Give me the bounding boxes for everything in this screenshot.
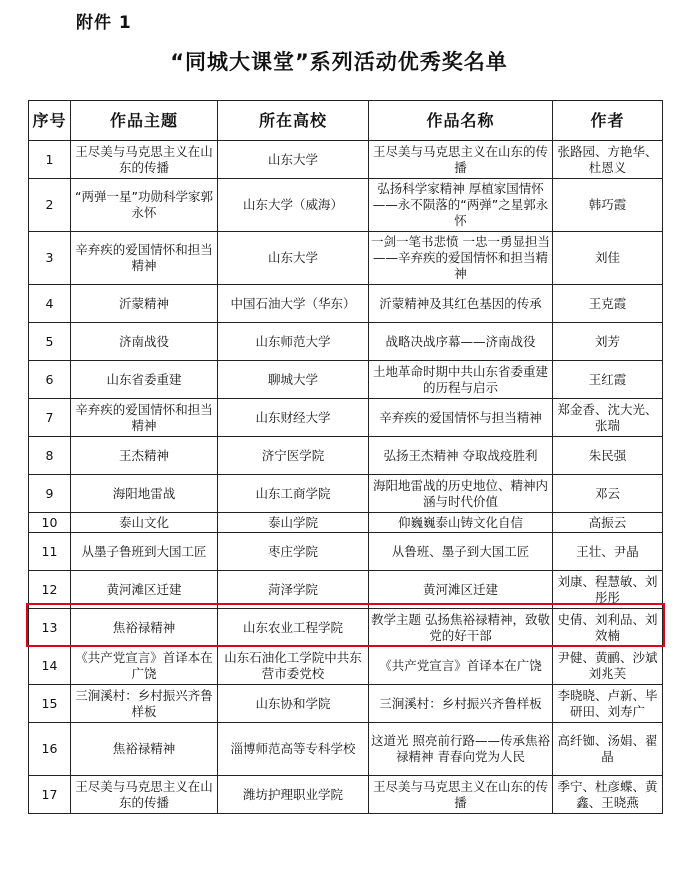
cell-school: 山东工商学院 <box>218 475 369 513</box>
attachment-label: 附件 1 <box>76 13 132 33</box>
cell-school: 淄博师范高等专科学校 <box>218 723 369 776</box>
cell-author: 刘康、程慧敏、刘彤彤 <box>553 571 663 609</box>
cell-author: 邓云 <box>553 475 663 513</box>
cell-topic: 焦裕禄精神 <box>71 609 218 647</box>
table-row-highlighted <box>29 571 663 609</box>
table-row <box>29 647 663 685</box>
cell-author: 刘芳 <box>553 323 663 361</box>
table-row <box>29 285 663 323</box>
page-title: “同城大课堂”系列活动优秀奖名单 <box>170 50 508 74</box>
cell-school: 山东大学 <box>218 232 369 285</box>
cell-topic: 王尽美与马克思主义在山东的传播 <box>71 776 218 814</box>
cell-work: 仰巍巍泰山铸文化自信 <box>369 513 553 533</box>
table-row <box>29 361 663 399</box>
cell-author: 高振云 <box>553 513 663 533</box>
cell-topic: 焦裕禄精神 <box>71 723 218 776</box>
cell-author: 尹健、黄鹂、沙斌刘兆芙 <box>553 647 663 685</box>
cell-index: 6 <box>29 361 71 399</box>
cell-index: 15 <box>29 685 71 723</box>
cell-school: 山东财经大学 <box>218 399 369 437</box>
table-row <box>29 232 663 285</box>
cell-index: 5 <box>29 323 71 361</box>
cell-topic: 《共产党宣言》首译本在广饶 <box>71 647 218 685</box>
cell-author: 王壮、尹晶 <box>553 533 663 571</box>
header-topic: 作品主题 <box>71 101 218 141</box>
cell-school: 潍坊护理职业学院 <box>218 776 369 814</box>
cell-index: 4 <box>29 285 71 323</box>
cell-work: 三涧溪村：乡村振兴齐鲁样板 <box>369 685 553 723</box>
cell-index: 3 <box>29 232 71 285</box>
cell-topic: 山东省委重建 <box>71 361 218 399</box>
cell-index: 12 <box>29 571 71 609</box>
cell-school: 聊城大学 <box>218 361 369 399</box>
cell-topic: 从墨子鲁班到大国工匠 <box>71 533 218 571</box>
cell-school: 山东石油化工学院中共东营市委党校 <box>218 647 369 685</box>
cell-index: 14 <box>29 647 71 685</box>
cell-index: 13 <box>29 609 71 647</box>
cell-school: 山东大学（威海） <box>218 179 369 232</box>
cell-index: 2 <box>29 179 71 232</box>
header-work: 作品名称 <box>369 101 553 141</box>
cell-work: 弘扬科学家精神 厚植家国情怀——永不陨落的“两弹”之星郭永怀 <box>369 179 553 232</box>
table-header-row <box>29 101 663 141</box>
cell-author: 季宁、杜彦蝶、黄鑫、王晓燕 <box>553 776 663 814</box>
cell-author: 郑金香、沈大光、张瑞 <box>553 399 663 437</box>
cell-author: 张路园、方艳华、杜恩义 <box>553 141 663 179</box>
cell-author: 高纤铷、汤娟、翟晶 <box>553 723 663 776</box>
cell-index: 17 <box>29 776 71 814</box>
cell-topic: 黄河滩区迁建 <box>71 571 218 609</box>
header-school: 所在高校 <box>218 101 369 141</box>
cell-index: 10 <box>29 513 71 533</box>
cell-work: 这道光 照亮前行路——传承焦裕禄精神 青春向党为人民 <box>369 723 553 776</box>
table-row <box>29 179 663 232</box>
cell-work: 沂蒙精神及其红色基因的传承 <box>369 285 553 323</box>
cell-author: 朱民强 <box>553 437 663 475</box>
cell-author: 刘佳 <box>553 232 663 285</box>
cell-work: 王尽美与马克思主义在山东的传播 <box>369 776 553 814</box>
cell-school: 山东农业工程学院 <box>218 609 369 647</box>
award-table <box>28 100 663 814</box>
cell-index: 11 <box>29 533 71 571</box>
table-row <box>29 685 663 723</box>
cell-index: 9 <box>29 475 71 513</box>
table-row <box>29 437 663 475</box>
cell-work: 从鲁班、墨子到大国工匠 <box>369 533 553 571</box>
table-row <box>29 776 663 814</box>
table-row <box>29 513 663 533</box>
cell-work: 黄河滩区迁建 <box>369 571 553 609</box>
cell-work: 土地革命时期中共山东省委重建的历程与启示 <box>369 361 553 399</box>
header-index: 序号 <box>29 101 71 141</box>
cell-school: 枣庄学院 <box>218 533 369 571</box>
cell-topic: “两弹一星”功勋科学家郭永怀 <box>71 179 218 232</box>
cell-work: 一剑一笔书悲愤 一忠一勇显担当——辛弃疾的爱国情怀和担当精神 <box>369 232 553 285</box>
table-row <box>29 323 663 361</box>
cell-work: 教学主题 弘扬焦裕禄精神，致敬党的好干部 <box>369 609 553 647</box>
cell-work: 辛弃疾的爱国情怀与担当精神 <box>369 399 553 437</box>
cell-author: 韩巧霞 <box>553 179 663 232</box>
cell-author: 史倩、刘利品、刘效楠 <box>553 609 663 647</box>
cell-topic: 王尽美与马克思主义在山东的传播 <box>71 141 218 179</box>
table-row <box>29 141 663 179</box>
table-row <box>29 533 663 571</box>
cell-author: 王红霞 <box>553 361 663 399</box>
cell-school: 山东大学 <box>218 141 369 179</box>
cell-topic: 三涧溪村：乡村振兴齐鲁样板 <box>71 685 218 723</box>
cell-work: 海阳地雷战的历史地位、精神内涵与时代价值 <box>369 475 553 513</box>
header-author: 作者 <box>553 101 663 141</box>
cell-topic: 海阳地雷战 <box>71 475 218 513</box>
cell-topic: 济南战役 <box>71 323 218 361</box>
cell-work: 《共产党宣言》首译本在广饶 <box>369 647 553 685</box>
cell-topic: 沂蒙精神 <box>71 285 218 323</box>
cell-topic: 泰山文化 <box>71 513 218 533</box>
cell-work: 王尽美与马克思主义在山东的传播 <box>369 141 553 179</box>
cell-school: 泰山学院 <box>218 513 369 533</box>
cell-school: 菏泽学院 <box>218 571 369 609</box>
cell-author: 李晓晓、卢新、毕研田、刘寿广 <box>553 685 663 723</box>
table-row <box>29 723 663 776</box>
cell-author: 王克霞 <box>553 285 663 323</box>
cell-school: 中国石油大学（华东） <box>218 285 369 323</box>
table-row <box>29 609 663 647</box>
cell-index: 16 <box>29 723 71 776</box>
cell-school: 济宁医学院 <box>218 437 369 475</box>
table-row <box>29 475 663 513</box>
cell-school: 山东师范大学 <box>218 323 369 361</box>
cell-index: 8 <box>29 437 71 475</box>
cell-topic: 辛弃疾的爱国情怀和担当精神 <box>71 232 218 285</box>
cell-school: 山东协和学院 <box>218 685 369 723</box>
cell-topic: 辛弃疾的爱国情怀和担当精神 <box>71 399 218 437</box>
cell-work: 弘扬王杰精神 夺取战疫胜利 <box>369 437 553 475</box>
table-row <box>29 399 663 437</box>
cell-index: 1 <box>29 141 71 179</box>
cell-work: 战略决战序幕——济南战役 <box>369 323 553 361</box>
cell-topic: 王杰精神 <box>71 437 218 475</box>
cell-index: 7 <box>29 399 71 437</box>
